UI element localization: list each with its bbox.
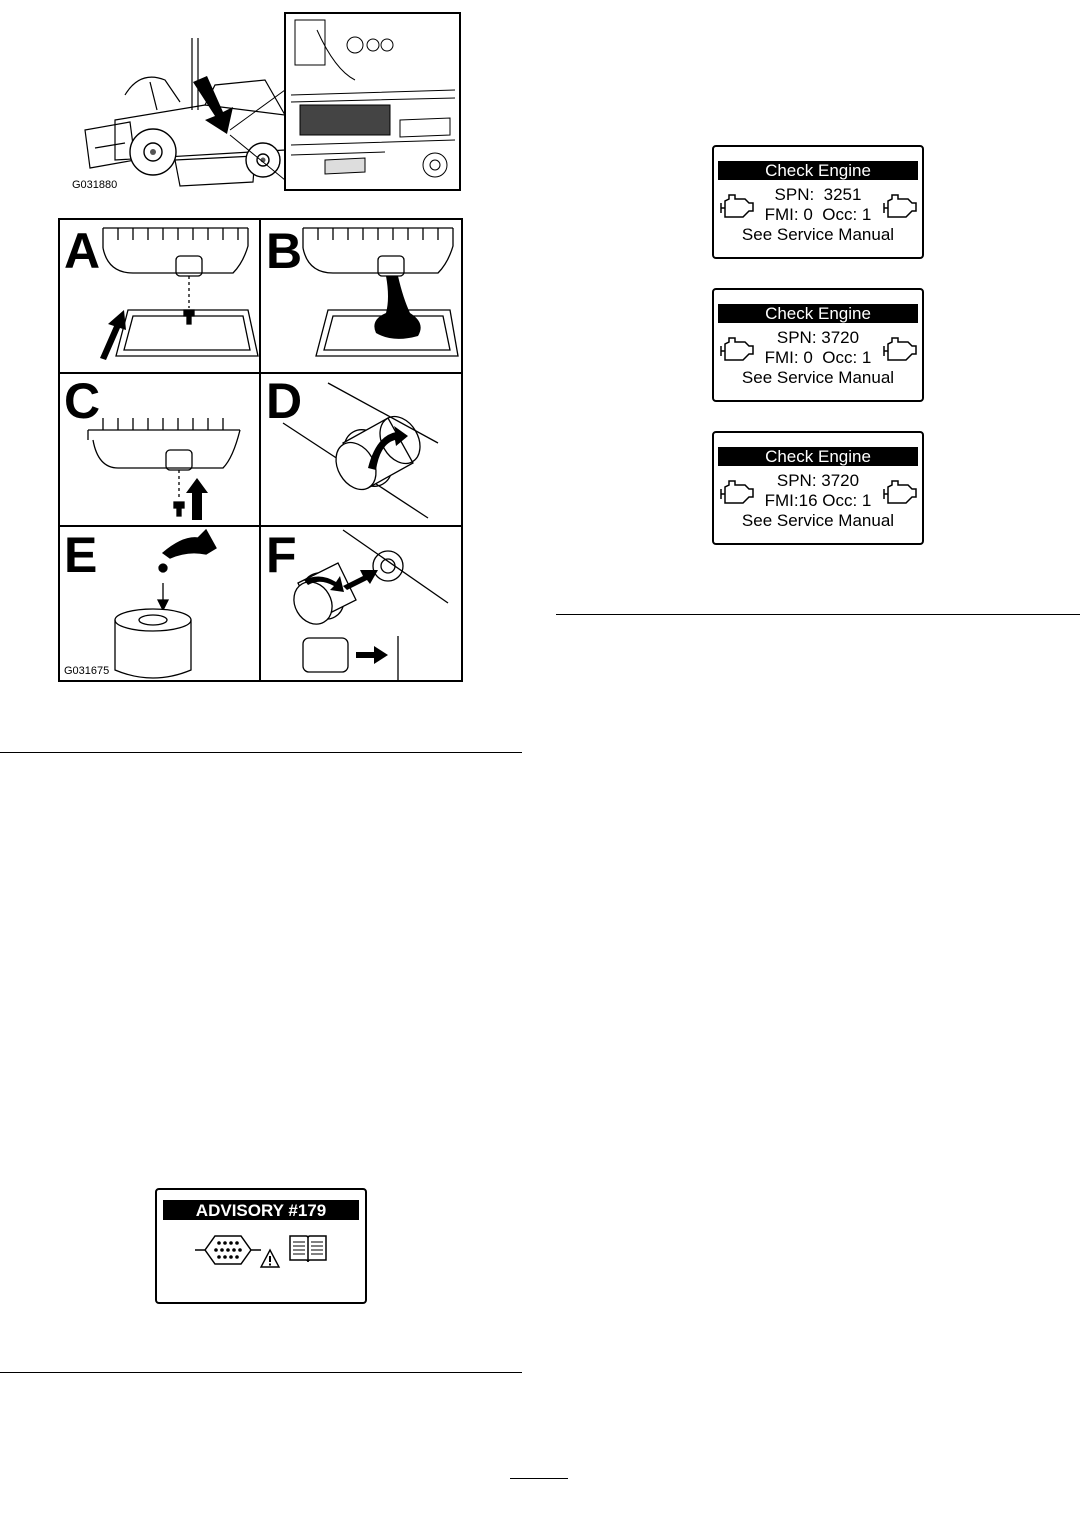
engine-icon xyxy=(880,477,918,511)
pointer-arrow xyxy=(193,76,233,134)
panel-letter-b: B xyxy=(266,223,303,279)
panel-letter-e: E xyxy=(64,527,98,583)
section-rule-right xyxy=(556,614,1080,615)
lcd-screen-3 xyxy=(712,431,924,545)
lcd-spn: SPN: 3720 xyxy=(776,328,860,347)
exhaust-filter-icon xyxy=(193,1230,263,1270)
lcd-header: Check Engine xyxy=(718,161,918,180)
lcd-fmi-occ: FMI:16 Occ: 1 xyxy=(764,491,872,510)
engine-icon xyxy=(880,334,918,368)
lcd-spn: SPN: 3251 xyxy=(774,185,862,204)
oil-change-figure-code: G031675 xyxy=(64,665,110,677)
page-footer-rule xyxy=(510,1478,568,1479)
panel-letter-c: C xyxy=(64,373,101,429)
lcd-header: Check Engine xyxy=(718,304,918,323)
oil-change-panels xyxy=(58,218,463,682)
lcd-spn: SPN: 3720 xyxy=(776,471,860,490)
lcd-footer: See Service Manual xyxy=(741,368,895,387)
advisory-display xyxy=(155,1188,367,1304)
lcd-footer: See Service Manual xyxy=(741,225,895,244)
panel-letter-d: D xyxy=(266,373,303,429)
engine-icon xyxy=(880,191,918,225)
lcd-screen-2 xyxy=(712,288,924,402)
warning-triangle-icon xyxy=(259,1248,281,1270)
panel-letter-f: F xyxy=(266,527,297,583)
section-rule-left-1 xyxy=(0,752,522,753)
machine-figure-code: G031880 xyxy=(72,179,118,191)
panel-letter-a: A xyxy=(64,223,101,279)
advisory-title: ADVISORY #179 xyxy=(163,1200,359,1220)
engine-icon xyxy=(717,334,755,368)
lcd-fmi-occ: FMI: 0 Occ: 1 xyxy=(764,348,872,367)
section-rule-left-2 xyxy=(0,1372,522,1373)
engine-icon xyxy=(717,191,755,225)
mower-illustration xyxy=(55,10,465,195)
manual-book-icon xyxy=(288,1232,328,1264)
lcd-header: Check Engine xyxy=(718,447,918,466)
lcd-fmi-occ: FMI: 0 Occ: 1 xyxy=(764,205,872,224)
lcd-screen-1 xyxy=(712,145,924,259)
engine-icon xyxy=(717,477,755,511)
oil-change-grid xyxy=(58,218,463,682)
machine-figure xyxy=(55,10,465,195)
lcd-footer: See Service Manual xyxy=(741,511,895,530)
